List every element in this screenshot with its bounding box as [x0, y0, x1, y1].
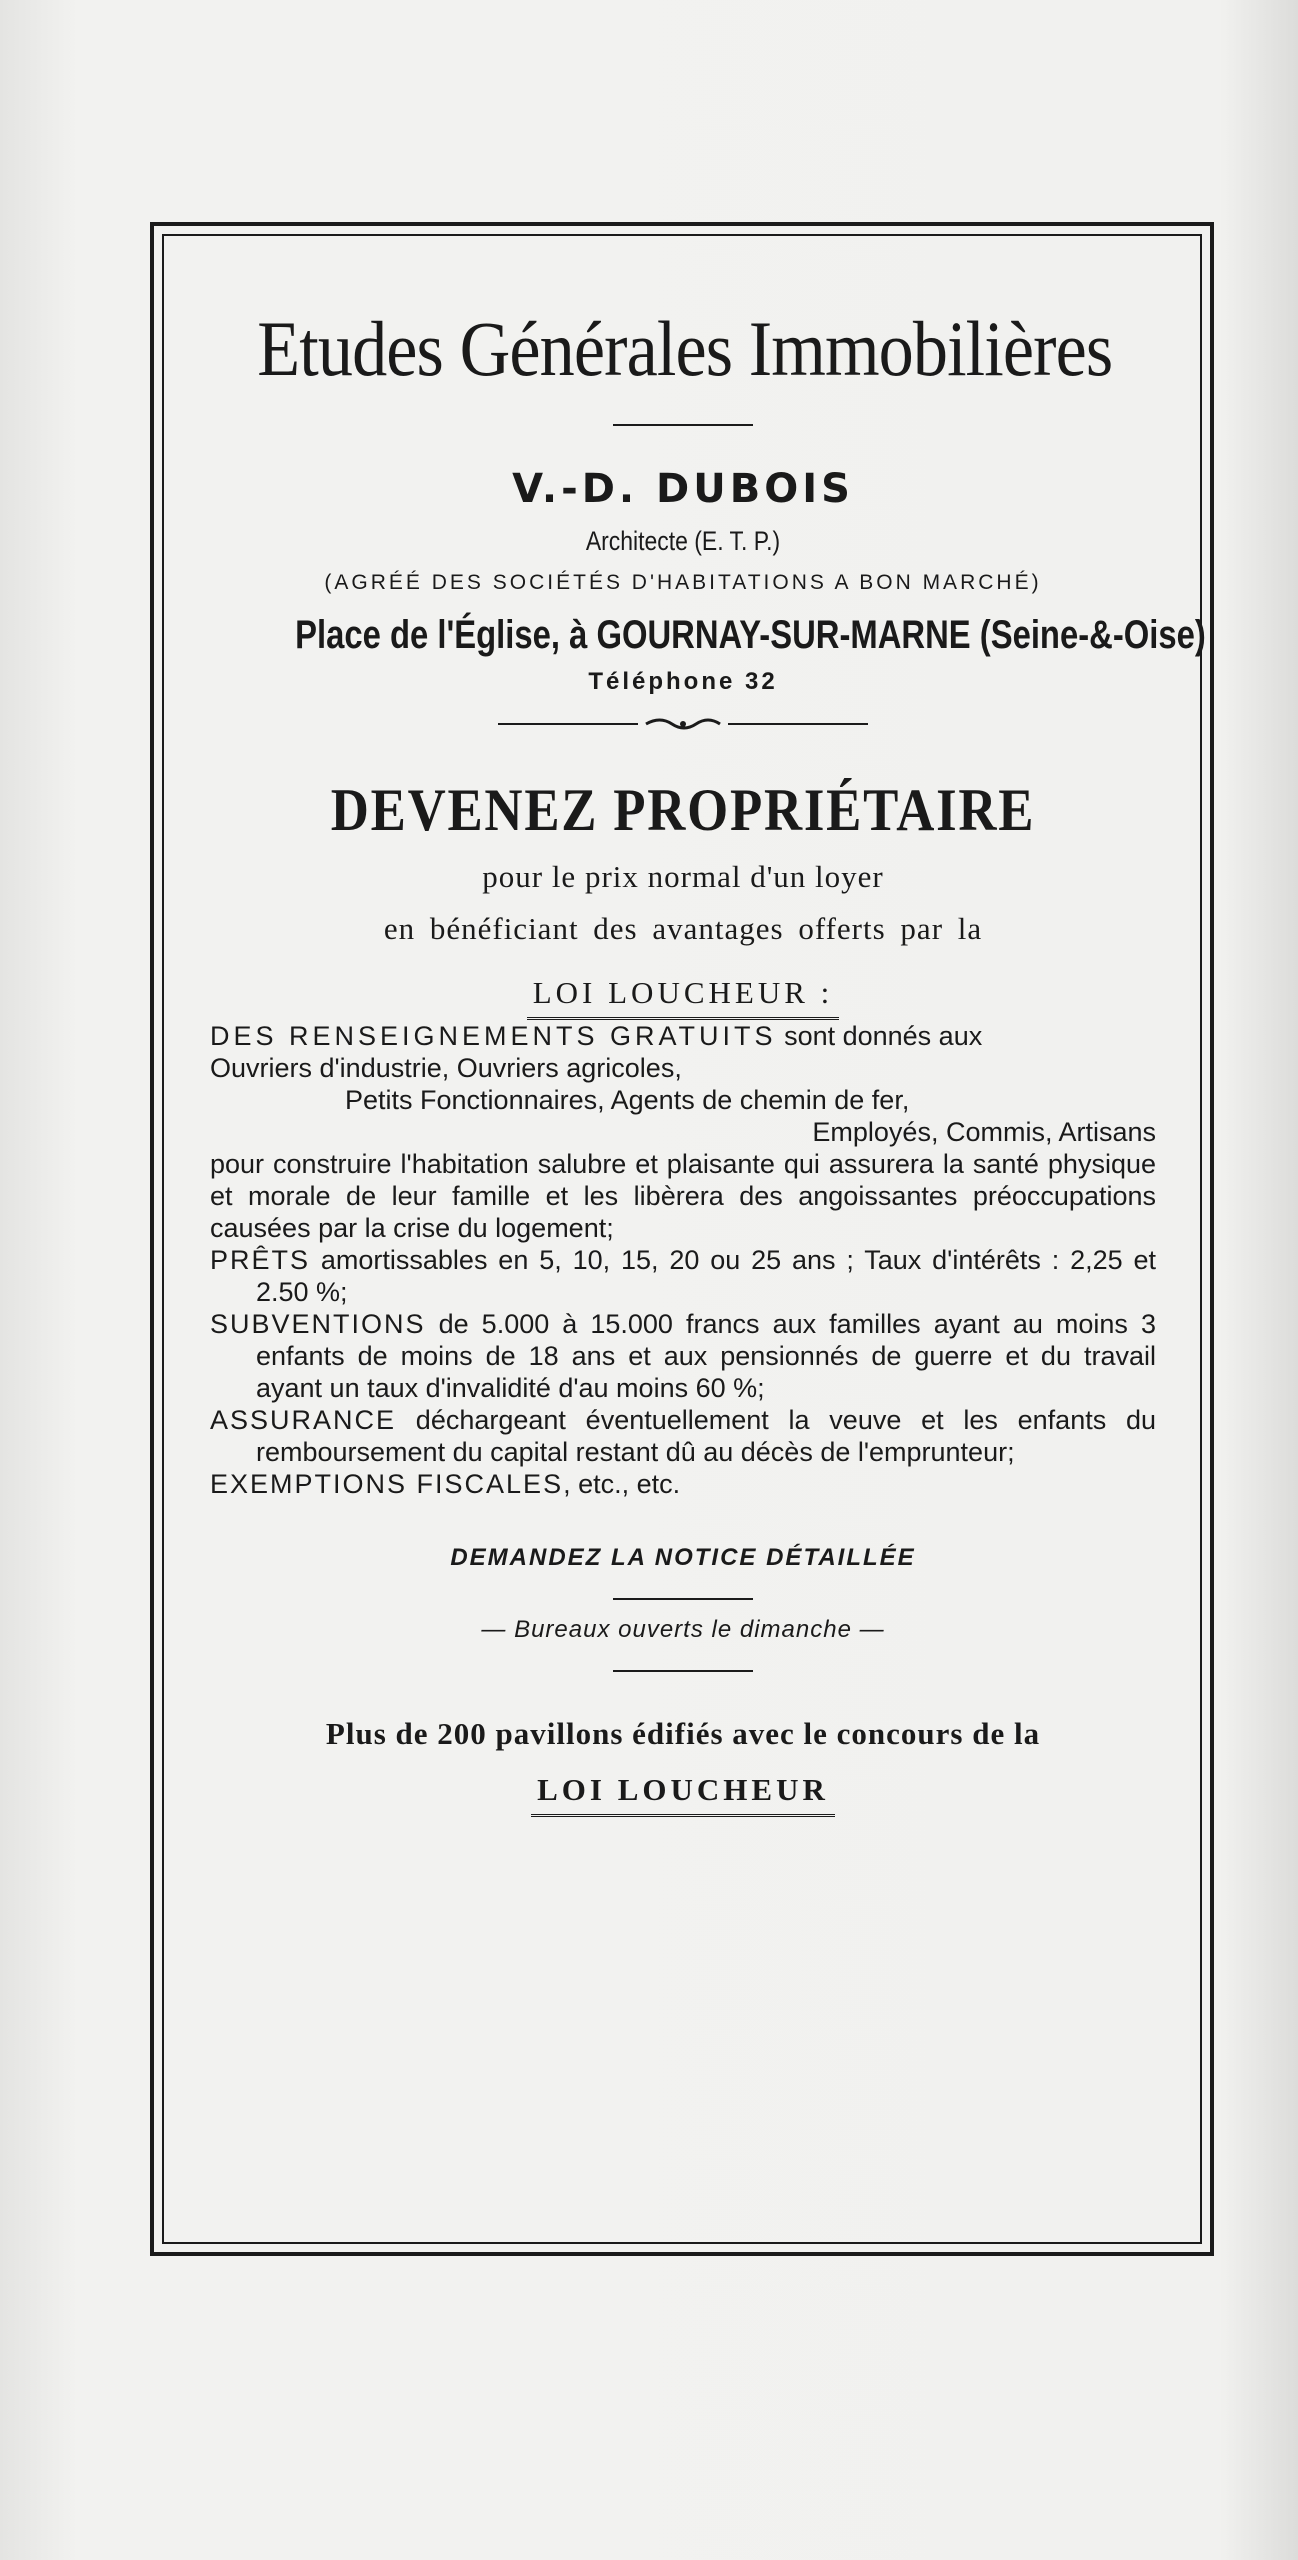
- law-name: LOI LOUCHEUR :: [527, 975, 840, 1020]
- architect-profession: Architecte (E. T. P.): [585, 526, 781, 556]
- ornament-divider: [210, 714, 1156, 734]
- audience-line-2: Petits Fonctionnaires, Agents de chemin de fer,: [345, 1085, 910, 1115]
- benefit-insurance: ASSURANCE déchargeant éventuellement la veuve et les enfants du remboursement du capital restant dû au décès de l'emprunteur;: [210, 1405, 1156, 1467]
- headline: DEVENEZ PROPRIÉTAIRE: [330, 777, 1036, 843]
- flourish-icon: [638, 714, 728, 734]
- benefit-loans: PRÊTS amortissables en 5, 10, 15, 20 ou 25 ans ; Taux d'intérêts : 2,25 et 2.50 %;: [210, 1245, 1156, 1307]
- audience-line-1: Ouvriers d'industrie, Ouvriers agricoles,: [210, 1053, 682, 1083]
- divider: [613, 1670, 753, 1672]
- company-title: Etudes Générales Immobilières: [257, 305, 1113, 392]
- office-hours: — Bureaux ouverts le dimanche —: [481, 1616, 885, 1643]
- notice-request: DEMANDEZ LA NOTICE DÉTAILLÉE: [450, 1544, 916, 1571]
- architect-name: V.-D. DUBOIS: [512, 466, 854, 512]
- pavilions-built: Plus de 200 pavillons édifiés avec le concours de la: [325, 1716, 1041, 1751]
- approval-line: (AGRÉÉ DES SOCIÉTÉS D'HABITATIONS A BON MARCHÉ): [324, 571, 1042, 594]
- benefit-subsidies: SUBVENTIONS de 5.000 à 15.000 francs aux familles ayant au moins 3 enfants de moins de 18 ans et aux pensionnés de guerre et du travail ayant un taux d'invalidité d'au moins 60 %;: [210, 1309, 1156, 1403]
- info-lead: [210, 1020, 1156, 1052]
- audience-line-3: Employés, Commis, Artisans: [812, 1117, 1156, 1147]
- info-lead-rest: sont donnés aux: [776, 1021, 983, 1051]
- telephone: Téléphone 32: [588, 668, 778, 695]
- purpose-paragraph: pour construire l'habitation salubre et plaisante qui assurera la santé physique et morale de leur famille et les libèrera des angoissantes préoccupations causées par la crise du logement;: [210, 1149, 1156, 1243]
- info-lead-caps: DES RENSEIGNEMENTS GRATUITS: [210, 1021, 777, 1051]
- info-section: [210, 1020, 1156, 1500]
- advertisement: [210, 300, 1206, 1817]
- divider: [613, 1598, 753, 1600]
- law-name-footer: LOI LOUCHEUR: [531, 1772, 835, 1817]
- divider: [613, 424, 753, 426]
- headline-subtitle-2: en bénéficiant des avantages offerts par la: [383, 911, 983, 946]
- headline-subtitle-1: pour le prix normal d'un loyer: [482, 859, 884, 894]
- benefit-tax: EXEMPTIONS FISCALES, etc., etc.: [210, 1469, 681, 1499]
- office-address: Place de l'Église, à GOURNAY-SUR-MARNE (Seine-&-Oise): [295, 613, 1206, 657]
